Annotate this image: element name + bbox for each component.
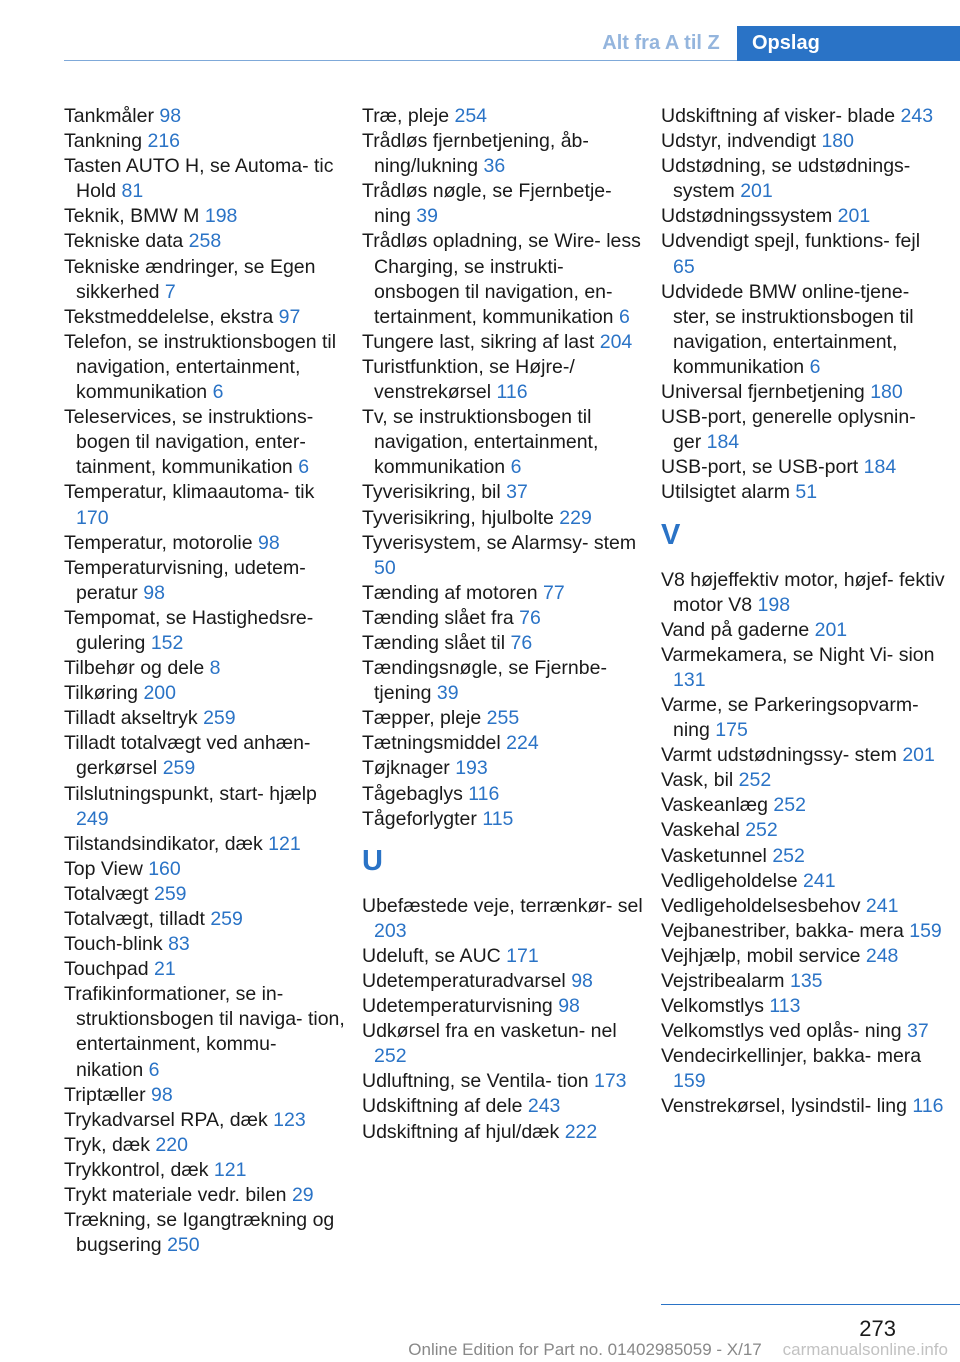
page-reference-link[interactable]: 6 bbox=[148, 1058, 160, 1081]
index-entry bbox=[64, 129, 349, 154]
index-entry-term: Vaskeanlæg bbox=[661, 794, 768, 817]
index-entry bbox=[64, 1083, 349, 1108]
index-entry bbox=[661, 768, 946, 793]
index-entry-term: Venstrekørsel, lysindstil‐ ling bbox=[661, 1095, 907, 1118]
index-column-3 bbox=[661, 104, 946, 1120]
index-entry bbox=[661, 455, 946, 480]
index-entry-term: Tryk, dæk bbox=[64, 1133, 150, 1156]
index-entry-term: Udkørsel fra en vasketun‐ nel bbox=[362, 1020, 617, 1043]
index-entry-term: Tekstmeddelelse, ekstra bbox=[64, 305, 274, 328]
page-reference-link[interactable]: 39 bbox=[436, 682, 459, 705]
page-reference-link[interactable]: 201 bbox=[740, 180, 773, 203]
page-reference-link[interactable]: 201 bbox=[837, 205, 871, 228]
page-reference-link[interactable]: 83 bbox=[168, 933, 190, 956]
index-entry bbox=[661, 969, 946, 994]
index-entry-term: Temperaturvisning, udetem‐ peratur bbox=[64, 556, 306, 604]
index-entry-term: Udstødning, se udstødnings‐ system bbox=[661, 155, 911, 203]
index-entry bbox=[64, 556, 349, 606]
index-entry bbox=[661, 1019, 946, 1044]
index-entry-term: Varme, se Parkeringsopvarm‐ ning bbox=[661, 693, 919, 742]
index-entry bbox=[661, 229, 946, 279]
index-entry bbox=[362, 969, 647, 994]
index-entry-term: Tøjknager bbox=[362, 757, 450, 780]
page-reference-link[interactable]: 241 bbox=[803, 869, 836, 892]
page-reference-link[interactable]: 170 bbox=[76, 506, 109, 529]
page-reference-link[interactable]: 121 bbox=[268, 832, 301, 855]
section-title: Alt fra A til Z bbox=[602, 31, 720, 54]
index-entry-term: Telefon, se instruktionsbogen til navigation, entertainment, kommunikation bbox=[64, 330, 337, 404]
page-reference-link[interactable]: 6 bbox=[809, 355, 821, 378]
page-reference-link[interactable]: 249 bbox=[76, 807, 109, 830]
index-entry-term: Tænding slået fra bbox=[362, 606, 514, 629]
index-entry bbox=[661, 818, 946, 843]
index-entry bbox=[362, 606, 647, 631]
index-entry-term: Tekniske ændringer, se Egen sikkerhed bbox=[64, 255, 316, 303]
page-reference-link[interactable]: 159 bbox=[673, 1070, 706, 1093]
page-reference-link[interactable]: 250 bbox=[167, 1234, 200, 1257]
index-entry-term: Tyverisikring, bil bbox=[362, 481, 501, 504]
index-entry-term: Velkomstlys ved oplås‐ ning bbox=[661, 1020, 902, 1043]
index-entry-term: Trykkontrol, dæk bbox=[64, 1158, 209, 1181]
index-entry bbox=[661, 204, 946, 229]
page-reference-link[interactable]: 241 bbox=[865, 894, 899, 917]
index-entry bbox=[661, 894, 946, 919]
index-entry bbox=[362, 656, 647, 706]
index-column-2 bbox=[362, 104, 647, 1145]
index-entry bbox=[661, 618, 946, 643]
page-reference-link[interactable]: 175 bbox=[715, 719, 748, 742]
page-reference-link[interactable]: 98 bbox=[143, 581, 165, 604]
index-entry-term: Tænding slået til bbox=[362, 631, 506, 654]
index-entry bbox=[64, 731, 349, 781]
index-entry-term: Vejhjælp, mobil service bbox=[661, 944, 861, 967]
page-reference-link[interactable]: 259 bbox=[153, 882, 187, 905]
index-entry-term: Vejstribealarm bbox=[661, 970, 785, 992]
page-reference-link[interactable]: 259 bbox=[162, 757, 196, 780]
index-entry-term: Tempomat, se Hastighedsre‐ gulering bbox=[64, 606, 314, 654]
page-reference-link[interactable]: 97 bbox=[278, 305, 301, 328]
page-reference-link[interactable]: 184 bbox=[863, 456, 897, 479]
index-column-1 bbox=[64, 104, 349, 1258]
edition-text: Online Edition for Part no. 01402985059 - X/17 bbox=[408, 1340, 762, 1359]
index-entry-term: Tyverisikring, hjulbolte bbox=[362, 506, 554, 529]
index-entry-term: Trykadvarsel RPA, dæk bbox=[64, 1108, 268, 1131]
index-entry bbox=[64, 154, 349, 204]
page-reference-link[interactable]: 160 bbox=[148, 857, 181, 880]
page-reference-link[interactable]: 254 bbox=[454, 105, 488, 127]
index-entry bbox=[64, 305, 349, 330]
index-entry-term: Vaskehal bbox=[661, 819, 740, 842]
index-entry-term: Trykt materiale vedr. bilen bbox=[64, 1184, 287, 1207]
index-entry-term: Tasten AUTO H, se Automa‐ tic Hold bbox=[64, 155, 334, 203]
page-reference-link[interactable]: 252 bbox=[773, 794, 806, 817]
page-reference-link[interactable]: 252 bbox=[745, 819, 778, 842]
index-entry-term: Vedligeholdelse bbox=[661, 869, 798, 892]
index-entry bbox=[64, 832, 349, 857]
index-entry bbox=[362, 894, 647, 944]
index-entry-term: Temperatur, motorolie bbox=[64, 531, 253, 554]
index-entry bbox=[661, 994, 946, 1019]
page-reference-link[interactable]: 116 bbox=[912, 1095, 944, 1118]
index-letter-heading: V bbox=[661, 518, 681, 551]
page-reference-link[interactable]: 37 bbox=[506, 481, 528, 504]
index-entry-term: Trådløs nøgle, se Fjernbetje‐ ning bbox=[362, 180, 612, 228]
index-entry-term: Vand på gaderne bbox=[661, 618, 810, 641]
index-entry-term: Tågeforlygter bbox=[362, 807, 477, 830]
index-entry bbox=[661, 643, 946, 693]
index-entry-term: Tilstandsindikator, dæk bbox=[64, 832, 263, 855]
index-entry-term: Velkomstlys bbox=[661, 995, 764, 1018]
index-entry-term: Tankning bbox=[64, 130, 143, 153]
index-entry-term: Ubefæstede veje, terrænkør‐ sel bbox=[362, 894, 643, 917]
index-entry bbox=[362, 706, 647, 731]
index-entry-term: Udetemperaturadvarsel bbox=[362, 970, 566, 992]
index-entry bbox=[64, 857, 349, 882]
index-entry bbox=[64, 1183, 349, 1208]
index-entry bbox=[362, 994, 647, 1019]
index-entry bbox=[64, 531, 349, 556]
page-reference-link[interactable]: 198 bbox=[204, 205, 238, 228]
page-reference-link[interactable]: 216 bbox=[147, 130, 181, 153]
index-entry-term: Vedligeholdelsesbehov bbox=[661, 894, 861, 917]
index-entry-term: Tilbehør og dele bbox=[64, 657, 205, 680]
index-entry bbox=[661, 380, 946, 405]
index-entry bbox=[661, 693, 946, 743]
index-entry-term: USB-port, generelle oplysnin‐ ger bbox=[661, 406, 916, 454]
page-reference-link[interactable]: 76 bbox=[519, 606, 541, 629]
page-reference-link[interactable]: 252 bbox=[772, 844, 805, 867]
index-entry-term: V8 højeffektiv motor, højef‐ fektiv motor V8 bbox=[661, 568, 945, 616]
page-reference-link[interactable]: 123 bbox=[273, 1108, 306, 1131]
index-entry-term: Vejbanestriber, bakka‐ mera bbox=[661, 919, 904, 942]
page-reference-link[interactable]: 258 bbox=[188, 230, 222, 253]
index-entry-term: Udluftning, se Ventila‐ tion bbox=[362, 1070, 589, 1093]
index-entry-term: Trafikinformationer, se in‐ struktionsbogen til naviga‐ tion, entertainment, kommu‐ nikation bbox=[64, 983, 345, 1081]
index-entry bbox=[362, 330, 647, 355]
index-entry bbox=[362, 807, 647, 832]
index-entry-term: Tekniske data bbox=[64, 230, 184, 253]
index-entry-term: Tilslutningspunkt, start‐ hjælp bbox=[64, 782, 317, 805]
page-reference-link[interactable]: 6 bbox=[298, 456, 310, 479]
section-tab: Opslag bbox=[737, 26, 960, 61]
page-reference-link[interactable]: 255 bbox=[486, 707, 520, 730]
page-reference-link[interactable]: 184 bbox=[706, 431, 740, 454]
index-entry-term: Tyverisystem, se Alarmsy‐ stem bbox=[362, 531, 637, 554]
index-entry bbox=[64, 1108, 349, 1133]
page-reference-link[interactable]: 152 bbox=[150, 631, 184, 654]
page-reference-link[interactable]: 222 bbox=[564, 1120, 598, 1143]
index-entry-term: Vask, bil bbox=[661, 769, 734, 792]
page-reference-link[interactable]: 131 bbox=[673, 668, 706, 691]
watermark: carmanualsonline.info bbox=[782, 1340, 948, 1359]
index-entry bbox=[661, 129, 946, 154]
index-entry-term: Trådløs fjernbetjening, åb‐ ning/lukning bbox=[362, 130, 589, 178]
page-reference-link[interactable]: 116 bbox=[496, 381, 528, 404]
page-reference-link[interactable]: 159 bbox=[909, 919, 942, 942]
index-entry-term: USB-port, se USB-port bbox=[661, 456, 859, 479]
index-entry bbox=[661, 869, 946, 894]
index-entry bbox=[64, 782, 349, 832]
index-entry bbox=[362, 1019, 647, 1069]
page-reference-link[interactable]: 259 bbox=[210, 908, 243, 930]
index-entry bbox=[64, 1158, 349, 1183]
index-entry bbox=[661, 944, 946, 969]
page-reference-link[interactable]: 37 bbox=[907, 1020, 929, 1043]
page-reference-link[interactable]: 6 bbox=[510, 456, 522, 479]
index-entry-term: Teknik, BMW M bbox=[64, 205, 200, 228]
index-entry-term: Tilkøring bbox=[64, 682, 139, 705]
page-reference-link[interactable]: 201 bbox=[814, 618, 848, 641]
page-reference-link[interactable]: 203 bbox=[374, 919, 407, 942]
page-reference-link[interactable]: 198 bbox=[757, 593, 791, 616]
index-entry bbox=[362, 944, 647, 969]
index-entry bbox=[661, 280, 946, 380]
page-reference-link[interactable]: 98 bbox=[159, 105, 182, 127]
index-entry-term: Varmekamera, se Night Vi‐ sion bbox=[661, 643, 935, 666]
page-reference-link[interactable]: 6 bbox=[212, 381, 224, 404]
index-entry bbox=[362, 506, 647, 531]
page-reference-link[interactable]: 193 bbox=[455, 757, 488, 780]
index-entry-term: Tætningsmiddel bbox=[362, 732, 501, 755]
index-entry bbox=[64, 1208, 349, 1258]
index-entry bbox=[64, 480, 349, 530]
index-entry-term: Udetemperaturvisning bbox=[362, 995, 553, 1018]
index-entry bbox=[64, 229, 349, 254]
index-entry bbox=[64, 330, 349, 405]
page-reference-link[interactable]: 243 bbox=[900, 105, 934, 127]
index-entry bbox=[362, 355, 647, 405]
index-entry bbox=[661, 154, 946, 204]
index-entry bbox=[64, 405, 349, 480]
index-entry-term: Tænding af motoren bbox=[362, 581, 538, 604]
index-entry-term: Temperatur, klimaautoma‐ tik bbox=[64, 481, 315, 504]
index-entry-term: Tændingsnøgle, se Fjernbe‐ tjening bbox=[362, 657, 607, 705]
index-entry-term: Udvendigt spejl, funktions‐ fejl bbox=[661, 230, 921, 253]
page-reference-link[interactable]: 76 bbox=[510, 631, 533, 654]
index-entry bbox=[362, 480, 647, 505]
index-entry bbox=[64, 882, 349, 907]
page-reference-link[interactable]: 6 bbox=[618, 305, 630, 328]
page-reference-link[interactable]: 113 bbox=[769, 995, 801, 1018]
index-entry-term: Totalvægt bbox=[64, 882, 149, 905]
page-reference-link[interactable]: 173 bbox=[593, 1070, 627, 1093]
page-reference-link[interactable]: 7 bbox=[164, 280, 176, 303]
index-entry-term: Tungere last, sikring af last bbox=[362, 330, 595, 353]
page-reference-link[interactable]: 180 bbox=[870, 381, 903, 404]
page-reference-link[interactable]: 65 bbox=[673, 255, 695, 278]
page-reference-link[interactable]: 77 bbox=[543, 581, 565, 604]
index-entry-term: Udstødningssystem bbox=[661, 205, 833, 228]
page-reference-link[interactable]: 204 bbox=[599, 330, 633, 353]
index-entry-term: Tv, se instruktionsbogen til navigation, entertainment, kommunikation bbox=[362, 406, 599, 479]
page-reference-link[interactable]: 121 bbox=[213, 1158, 247, 1181]
page-reference-link[interactable]: 201 bbox=[902, 744, 935, 767]
index-entry-term: Utilsigtet alarm bbox=[661, 481, 790, 504]
index-entry-term: Udvidede BMW online-tjene‐ ster, se instruktionsbogen til navigation, entertainment, kommunikation bbox=[661, 280, 914, 378]
index-entry bbox=[661, 568, 946, 618]
page-reference-link[interactable]: 248 bbox=[865, 944, 899, 967]
index-entry-term: Touchpad bbox=[64, 958, 149, 981]
page-reference-link[interactable]: 224 bbox=[506, 732, 539, 755]
index-entry bbox=[362, 229, 647, 329]
page-reference-link[interactable]: 21 bbox=[154, 958, 176, 981]
index-entry bbox=[661, 793, 946, 818]
page-reference-link[interactable]: 8 bbox=[209, 657, 221, 680]
page-reference-link[interactable]: 259 bbox=[203, 707, 236, 730]
index-entry bbox=[64, 204, 349, 229]
index-entry bbox=[362, 756, 647, 781]
page-reference-link[interactable]: 81 bbox=[121, 180, 144, 203]
index-entry bbox=[362, 405, 647, 480]
index-entry-term: Tågebaglys bbox=[362, 782, 463, 805]
page-number: 273 bbox=[859, 1316, 896, 1341]
index-entry-term: Varmt udstødningssy‐ stem bbox=[661, 744, 897, 767]
page-reference-link[interactable]: 252 bbox=[738, 769, 772, 792]
page-reference-link[interactable]: 115 bbox=[482, 807, 514, 830]
index-entry-term: Vasketunnel bbox=[661, 844, 767, 867]
page-reference-link[interactable]: 51 bbox=[795, 481, 818, 504]
index-entry-term: Udeluft, se AUC bbox=[362, 944, 501, 967]
index-letter-heading: U bbox=[362, 844, 383, 877]
index-entry-term: Touch-blink bbox=[64, 933, 163, 956]
index-entry bbox=[64, 957, 349, 982]
index-entry bbox=[661, 844, 946, 869]
index-entry bbox=[64, 606, 349, 656]
index-entry bbox=[64, 255, 349, 305]
page-reference-link[interactable]: 36 bbox=[483, 155, 506, 178]
index-entry bbox=[64, 932, 349, 957]
index-entry-term: Tilladt akseltryk bbox=[64, 707, 198, 730]
index-entry bbox=[362, 631, 647, 656]
page-reference-link[interactable]: 98 bbox=[151, 1083, 173, 1106]
index-entry bbox=[362, 104, 647, 129]
index-entry-term: Triptæller bbox=[64, 1083, 146, 1106]
index-entry-term: Top View bbox=[64, 857, 143, 880]
index-entry bbox=[362, 731, 647, 756]
page-reference-link[interactable]: 50 bbox=[374, 556, 396, 579]
page-reference-link[interactable]: 98 bbox=[558, 995, 580, 1018]
index-entry-term: Turistfunktion, se Højre-/ venstrekørsel bbox=[362, 355, 575, 404]
page-reference-link[interactable]: 243 bbox=[527, 1095, 561, 1118]
index-entry bbox=[64, 656, 349, 681]
index-entry bbox=[362, 1069, 647, 1094]
index-entry bbox=[64, 681, 349, 706]
index-entry bbox=[661, 104, 946, 129]
index-entry bbox=[64, 982, 349, 1082]
index-entry bbox=[362, 531, 647, 581]
index-entry bbox=[362, 1120, 647, 1145]
index-entry-term: Teleservices, se instruktions‐ bogen til navigation, enter‐ tainment, kommunikation bbox=[64, 406, 314, 479]
index-entry bbox=[661, 405, 946, 455]
index-entry bbox=[661, 480, 946, 505]
index-entry bbox=[661, 919, 946, 944]
index-entry bbox=[64, 706, 349, 731]
index-entry-term: Totalvægt, tilladt bbox=[64, 908, 205, 930]
page-reference-link[interactable]: 135 bbox=[789, 970, 823, 992]
page-reference-link[interactable]: 116 bbox=[468, 782, 500, 805]
index-entry-term: Universal fjernbetjening bbox=[661, 381, 865, 404]
index-entry-term: Trådløs opladning, se Wire‐ less Charging, se instrukti‐ onsbogen til navigation, en‐ tertainment, kommunikation bbox=[362, 230, 641, 328]
index-entry-term: Tankmåler bbox=[64, 105, 154, 127]
page-reference-link[interactable]: 229 bbox=[559, 506, 592, 529]
index-entry-term: Udstyr, indvendigt bbox=[661, 130, 817, 153]
page-reference-link[interactable]: 29 bbox=[291, 1184, 314, 1207]
page-reference-link[interactable]: 39 bbox=[416, 205, 438, 228]
page-reference-link[interactable]: 200 bbox=[143, 682, 176, 705]
index-entry-term: Trækning, se Igangtrækning og bugsering bbox=[64, 1209, 335, 1257]
index-entry-term: Udskiftning af hjul/dæk bbox=[362, 1120, 560, 1143]
index-entry bbox=[64, 1133, 349, 1158]
index-entry-term: Udskiftning af dele bbox=[362, 1095, 523, 1118]
index-entry-term: Træ, pleje bbox=[362, 105, 450, 127]
page-reference-link[interactable]: 220 bbox=[155, 1133, 188, 1156]
index-entry bbox=[661, 743, 946, 768]
index-entry-term: Udskiftning af visker‐ blade bbox=[661, 105, 896, 127]
index-entry bbox=[661, 1094, 946, 1119]
index-entry bbox=[661, 1044, 946, 1094]
page-reference-link[interactable]: 171 bbox=[506, 944, 539, 967]
index-entry bbox=[362, 179, 647, 229]
index-entry bbox=[362, 782, 647, 807]
index-entry bbox=[362, 1094, 647, 1119]
page-reference-link[interactable]: 98 bbox=[258, 531, 280, 554]
page-reference-link[interactable]: 180 bbox=[821, 130, 854, 153]
index-entry-term: Tilladt totalvægt ved anhæn‐ gerkørsel bbox=[64, 732, 311, 780]
index-entry bbox=[64, 907, 349, 932]
index-entry-term: Vendecirkellinjer, bakka‐ mera bbox=[661, 1045, 922, 1068]
index-entry bbox=[362, 129, 647, 179]
footer-rule bbox=[661, 1304, 960, 1305]
index-entry bbox=[64, 104, 349, 129]
index-entry bbox=[362, 581, 647, 606]
page-reference-link[interactable]: 252 bbox=[374, 1045, 407, 1068]
index-entry-term: Tæpper, pleje bbox=[362, 707, 482, 730]
page-reference-link[interactable]: 98 bbox=[571, 970, 593, 992]
